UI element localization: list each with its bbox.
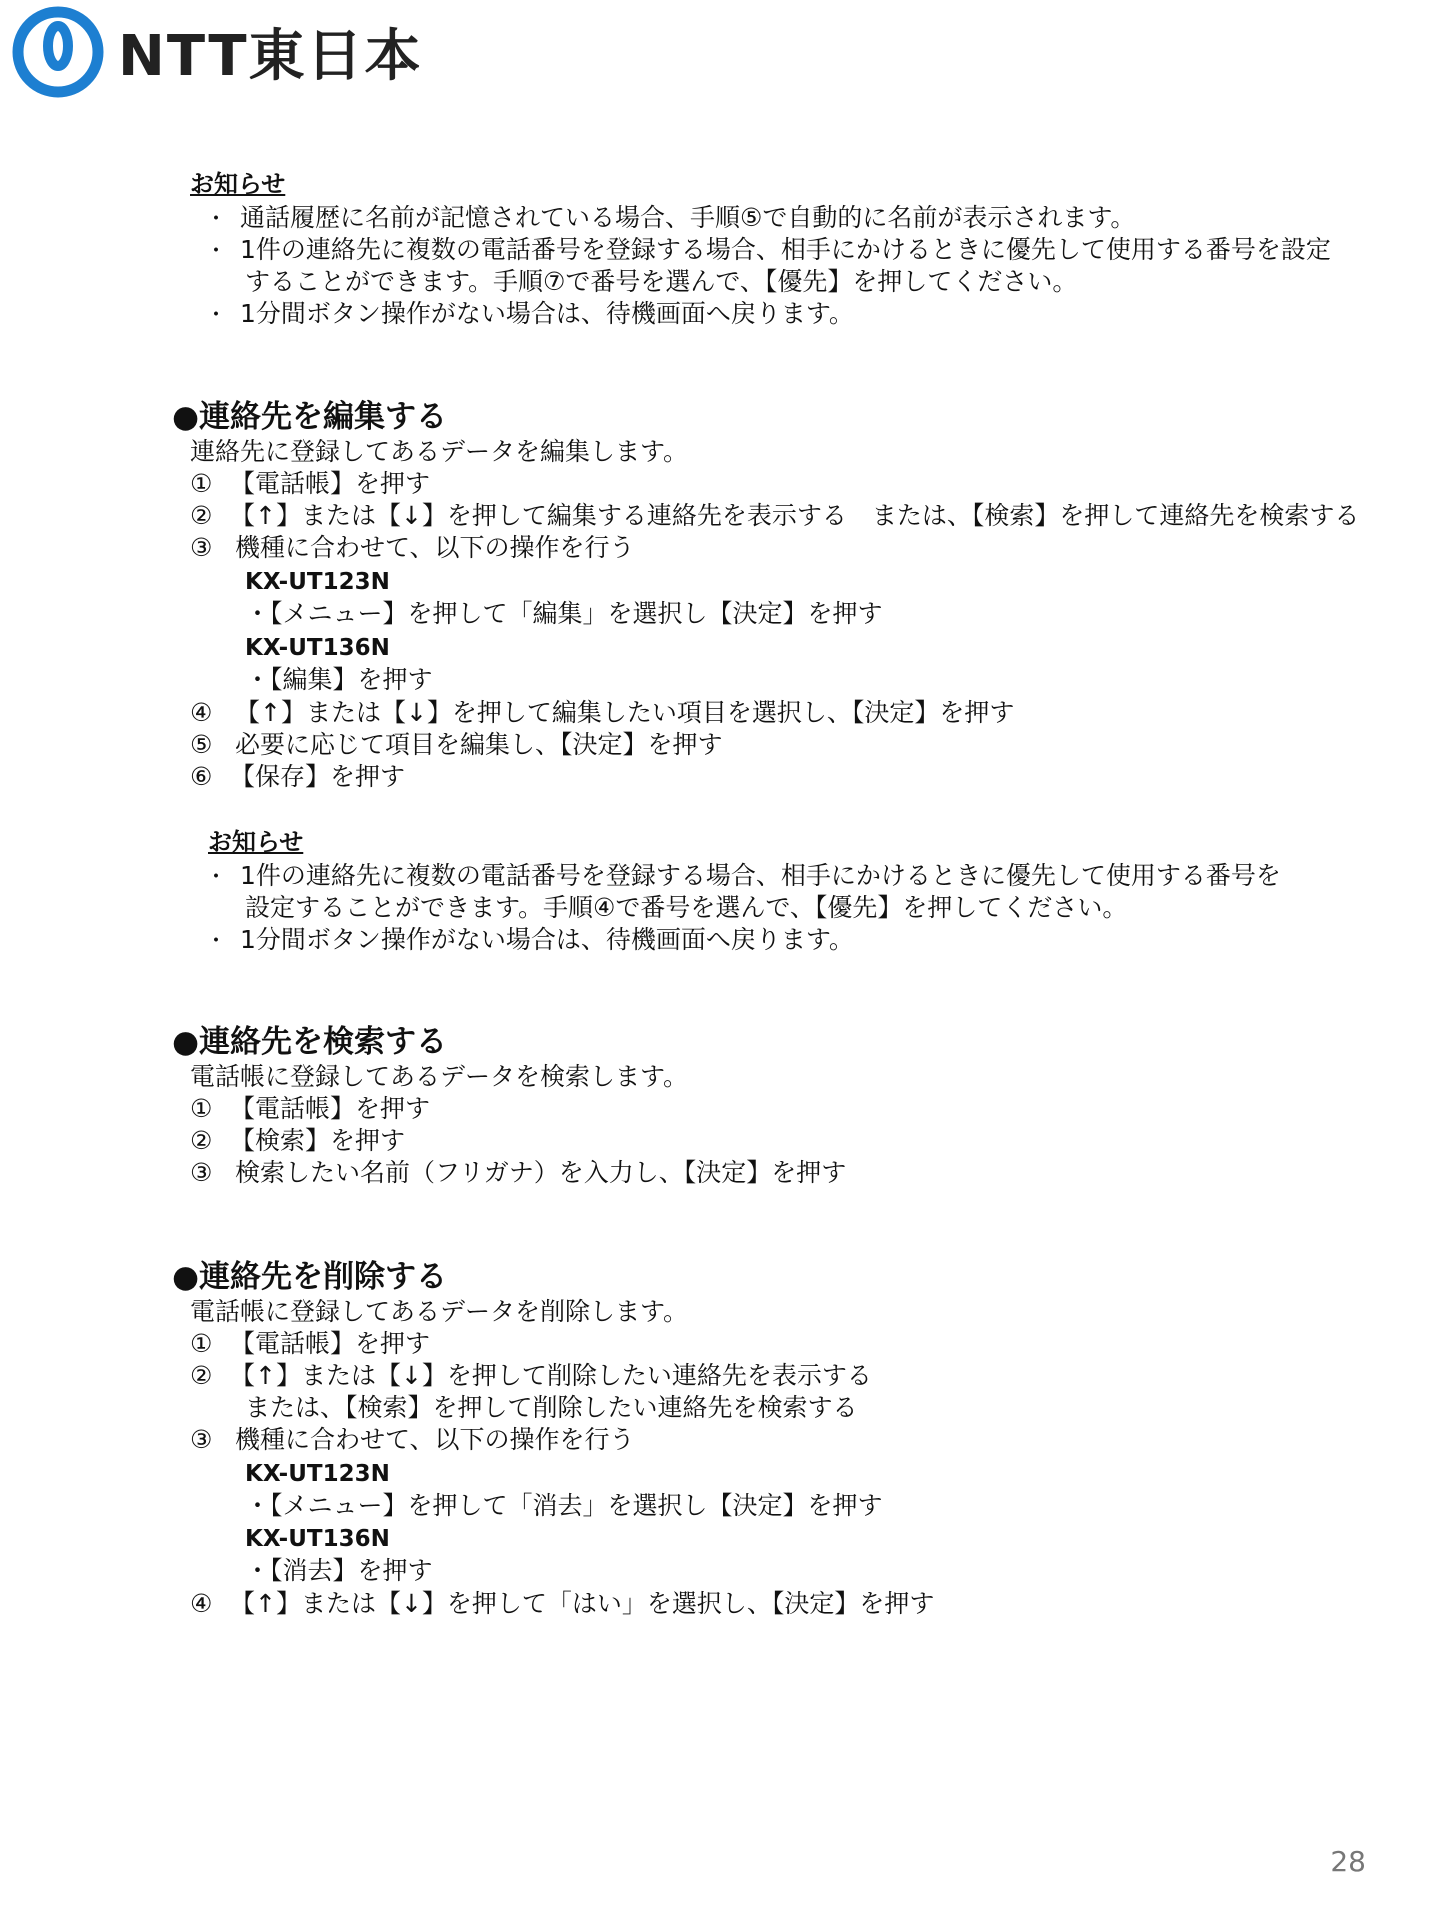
model-action: ・【メニュー】を押して「編集」を選択し【決定】を押す: [245, 599, 883, 628]
step-number: ④: [190, 1589, 213, 1618]
notice-item: 1分間ボタン操作がない場合は、待機画面へ戻ります。: [240, 299, 854, 328]
step-text: 【検索】を押す: [230, 1126, 406, 1155]
step-text: 必要に応じて項目を編集し、【決定】を押す: [235, 730, 723, 759]
section-heading-edit: ●連絡先を編集する: [172, 399, 448, 435]
step-text: 【保存】を押す: [230, 762, 406, 791]
step-number: ②: [190, 501, 213, 530]
notice-item: 1件の連絡先に複数の電話番号を登録する場合、相手にかけるときに優先して使用する番号を設定: [240, 235, 1331, 264]
ntt-logo: [12, 6, 423, 98]
bullet: ・: [205, 239, 228, 264]
section-heading-delete: ●連絡先を削除する: [172, 1259, 448, 1295]
notice-item: 1件の連絡先に複数の電話番号を登録する場合、相手にかけるときに優先して使用する番号を: [240, 861, 1281, 890]
notice-item: 設定することができます。手順④で番号を選んで、【優先】を押してください。: [245, 893, 1128, 922]
model-name: KX-UT123N: [245, 1461, 390, 1487]
bullet: ・: [205, 865, 228, 890]
bullet: ・: [205, 207, 228, 232]
step-text: 【↑】または【↓】を押して削除したい連絡先を表示する: [230, 1361, 872, 1390]
step-number: ③: [190, 1425, 213, 1454]
model-name: KX-UT136N: [245, 635, 390, 661]
brand-name: NTT東日本: [118, 24, 423, 89]
notice-item: することができます。手順⑦で番号を選んで、【優先】を押してください。: [245, 267, 1078, 296]
step-number: ①: [190, 469, 213, 498]
step-text: 【↑】または【↓】を押して編集したい項目を選択し、【決定】を押す: [235, 698, 1015, 727]
model-action: ・【編集】を押す: [245, 665, 433, 694]
step-number: ⑥: [190, 762, 213, 791]
step-text: または、【検索】を押して削除したい連絡先を検索する: [245, 1393, 858, 1422]
step-number: ④: [190, 698, 213, 727]
step-text: 機種に合わせて、以下の操作を行う: [235, 533, 635, 562]
step-number: ②: [190, 1361, 213, 1390]
notice-title: お知らせ: [190, 170, 286, 198]
step-number: ①: [190, 1329, 213, 1358]
model-name: KX-UT136N: [245, 1526, 390, 1552]
step-number: ③: [190, 533, 213, 562]
step-number: ②: [190, 1126, 213, 1155]
section-heading-search: ●連絡先を検索する: [172, 1024, 448, 1060]
step-text: 【電話帳】を押す: [230, 1329, 431, 1358]
step-text: 機種に合わせて、以下の操作を行う: [235, 1425, 635, 1454]
notice-item: 通話履歴に名前が記憶されている場合、手順⑤で自動的に名前が表示されます。: [240, 203, 1136, 232]
step-text: 【↑】または【↓】を押して「はい」を選択し、【決定】を押す: [230, 1589, 935, 1618]
section-intro: 電話帳に登録してあるデータを削除します。: [190, 1297, 689, 1326]
model-name: KX-UT123N: [245, 569, 390, 595]
ntt-logo-icon: [12, 6, 104, 98]
step-text: 【電話帳】を押す: [230, 1094, 431, 1123]
step-text: 検索したい名前（フリガナ）を入力し、【決定】を押す: [235, 1158, 847, 1187]
step-text: 【電話帳】を押す: [230, 469, 431, 498]
step-number: ③: [190, 1158, 213, 1187]
step-number: ①: [190, 1094, 213, 1123]
bullet: ・: [205, 303, 228, 328]
model-action: ・【消去】を押す: [245, 1556, 433, 1585]
step-number: ⑤: [190, 730, 213, 759]
section-intro: 連絡先に登録してあるデータを編集します。: [190, 437, 689, 466]
bullet: ・: [205, 929, 228, 954]
notice-item: 1分間ボタン操作がない場合は、待機画面へ戻ります。: [240, 925, 854, 954]
page-number: 28: [1330, 1845, 1366, 1878]
model-action: ・【メニュー】を押して「消去」を選択し【決定】を押す: [245, 1491, 883, 1520]
section-intro: 電話帳に登録してあるデータを検索します。: [190, 1062, 689, 1091]
notice-title: お知らせ: [208, 828, 304, 856]
step-text: 【↑】または【↓】を押して編集する連絡先を表示する または、【検索】を押して連絡先を検索する: [230, 501, 1360, 530]
